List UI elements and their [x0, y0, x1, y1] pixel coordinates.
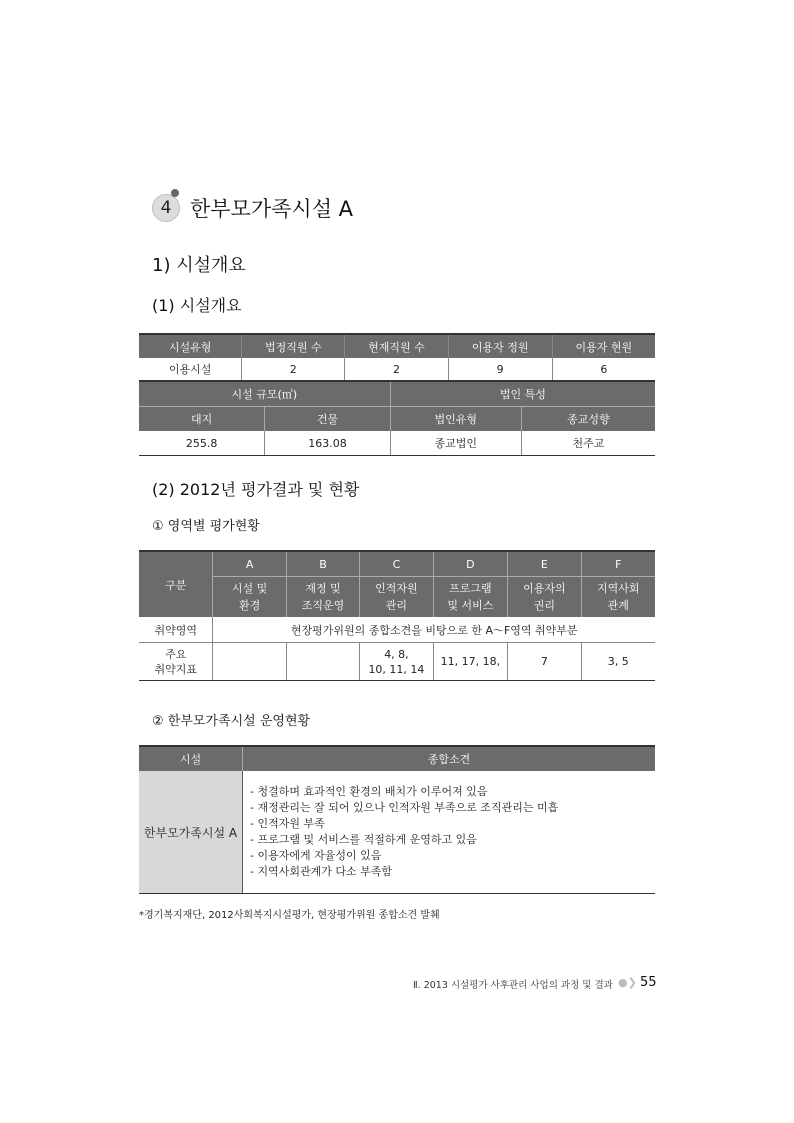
weak-index-label: 주요 취약지표: [139, 643, 213, 681]
area-name: 시설 및 환경: [213, 577, 286, 618]
weak-index-cell: 4, 8, 10, 11, 14: [360, 643, 433, 681]
header-cell: 종교성향: [567, 413, 610, 426]
header-cell: 대지: [139, 407, 265, 432]
header-cell: 법정직원 수: [242, 334, 345, 358]
header-cell: 법인유형: [390, 407, 521, 432]
weak-index-cell: 11, 17, 18,: [433, 643, 507, 681]
header-cell: 이용자 현원: [575, 340, 633, 354]
area-letter: F: [581, 551, 655, 577]
weak-index-cell: 3, 5: [581, 643, 655, 681]
value-cell: 9: [448, 358, 552, 381]
value-cell: 2: [345, 358, 448, 381]
group-header: 법인 특성: [390, 381, 655, 407]
opinion-line: - 재정관리는 잘 되어 있으나 인적자원 부족으로 조직관리는 미흡: [250, 801, 559, 814]
footer-chapter-text: Ⅱ. 2013 시설평가 사후관리 사업의 과정 및 결과: [413, 980, 613, 991]
area-name: 재정 및 조직운영: [286, 577, 359, 618]
value-cell: 종교법인: [390, 431, 521, 456]
weak-index-cell: [213, 643, 286, 681]
weak-area-label: 취약영역: [139, 617, 213, 643]
group-header: 시설 규모(㎡): [139, 381, 390, 407]
subsection-heading-evaluation: (2) 2012년 평가결과 및 현황: [152, 480, 360, 499]
header-cell: 건물: [265, 407, 390, 432]
opinion-line: - 이용자에게 자율성이 있음: [250, 849, 382, 862]
area-letter: D: [433, 551, 507, 577]
col-header-facility: 시설: [139, 746, 243, 771]
area-letter: A: [213, 551, 286, 577]
weak-index-cell: 7: [508, 643, 581, 681]
area-name: 인적자원 관리: [360, 577, 433, 618]
opinion-line: - 프로그램 및 서비스를 적절하게 운영하고 있음: [250, 833, 477, 846]
opinion-list: [243, 771, 656, 894]
value-cell: 천주교: [521, 431, 655, 456]
opinion-line: - 지역사회관계가 다소 부족함: [250, 865, 392, 878]
area-name: 이용자의 권리: [508, 577, 581, 618]
chevron-right-icon: ●❯: [618, 976, 637, 989]
page-number: 55: [640, 975, 657, 990]
area-letter: C: [360, 551, 433, 577]
opinion-line: - 청결하며 효과적인 환경의 배치가 이루어져 있음: [250, 785, 488, 798]
value-cell: 2: [242, 358, 345, 381]
chapter-number: 4: [160, 198, 172, 218]
area-letter: E: [508, 551, 581, 577]
item-heading-area-eval: ① 영역별 평가현황: [152, 519, 260, 534]
operation-table: [139, 745, 655, 894]
subsection-heading-overview: (1) 시설개요: [152, 296, 242, 315]
area-name: 지역사회 관계: [597, 582, 640, 612]
opinion-line: - 인적자원 부족: [250, 817, 325, 830]
overview-table: [139, 333, 655, 381]
value-cell: 255.8: [139, 431, 265, 456]
row-label-header: 구분: [139, 551, 213, 617]
source-note: *경기복지재단, 2012사회복지시설평가, 현장평가위원 종합소견 발췌: [139, 910, 440, 921]
section-heading: 1) 시설개요: [152, 255, 246, 276]
header-cell: 시설유형: [139, 334, 242, 358]
chapter-title: 한부모가족시설 A: [190, 197, 354, 221]
facility-name: 한부모가족시설 A: [139, 771, 243, 894]
value-cell: 163.08: [265, 431, 390, 456]
area-name: 프로그램 및 서비스: [433, 577, 507, 618]
area-letter: B: [286, 551, 359, 577]
weak-area-text: 현장평가위원의 종합소견을 비탕으로 한 A～F영역 취약부분: [213, 617, 655, 643]
evaluation-table: [139, 550, 655, 681]
weak-index-cell: [286, 643, 359, 681]
col-header-opinion: 종합소견: [243, 746, 656, 771]
value-cell: 이용시설: [139, 358, 242, 381]
item-heading-operation: ② 한부모가족시설 운영현황: [152, 714, 311, 729]
value-cell: 6: [552, 358, 655, 381]
header-cell: 현재직원 수: [345, 334, 448, 358]
header-cell: 이용자 정원: [448, 334, 552, 358]
overview-table-2: [139, 380, 655, 456]
